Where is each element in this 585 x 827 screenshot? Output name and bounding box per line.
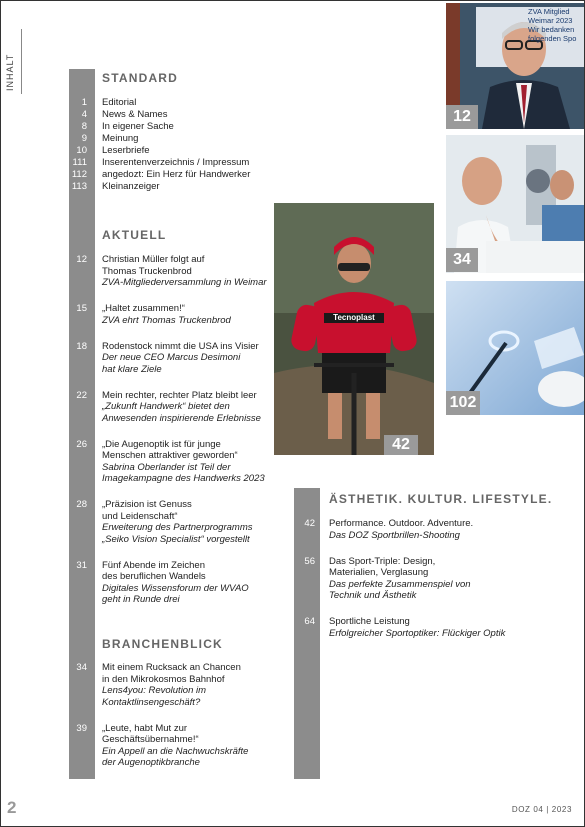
entry-subline: Technik und Ästhetik <box>329 590 417 601</box>
branchenblick-entry[interactable] <box>102 662 241 708</box>
aktuell-entry[interactable] <box>102 390 261 425</box>
standard-page-number: 113 <box>71 181 87 192</box>
aktuell-entry[interactable] <box>102 303 231 326</box>
aktuell-page-number: 28 <box>76 499 87 510</box>
aktuell-page-number: 15 <box>76 303 87 314</box>
magazine-issue: DOZ 04 | 2023 <box>511 805 572 814</box>
entry-subline: Das DOZ Sportbrillen-Shooting <box>329 529 460 541</box>
entry-subline: Erweiterung des Partnerprogramms <box>102 522 253 533</box>
entry-headline: Mein rechter, rechter Platz bleibt leer <box>102 389 257 401</box>
standard-item[interactable]: News & Names <box>102 109 168 120</box>
lifestyle-entry[interactable] <box>329 556 471 602</box>
standard-item[interactable]: Leserbriefe <box>102 145 150 156</box>
section-title-lifestyle: ÄSTHETIK. KULTUR. LIFESTYLE. <box>329 492 553 506</box>
entry-subline: Kontaktlinsengeschäft? <box>102 696 201 708</box>
entry-headline: des beruflichen Wandels <box>102 571 206 582</box>
aktuell-page-number: 31 <box>76 559 87 571</box>
entry-subline: Sabrina Oberlander ist Teil der <box>102 461 231 473</box>
aktuell-entry[interactable] <box>102 439 265 485</box>
lifestyle-entry[interactable] <box>329 616 505 639</box>
branchenblick-page-number: 39 <box>76 722 87 734</box>
entry-headline: Das Sport-Triple: Design, <box>329 555 436 567</box>
lifestyle-page-number: 42 <box>304 518 315 529</box>
entry-subline: der Augenoptikbranche <box>102 757 200 768</box>
entry-headline: „Leute, habt Mut zur <box>102 722 188 734</box>
section-title-branchenblick: BRANCHENBLICK <box>102 637 223 651</box>
entry-headline: Geschäftsübernahme!“ <box>102 734 199 745</box>
photo-cyclist[interactable] <box>274 203 434 455</box>
entry-subline: Der neue CEO Marcus Desimoni <box>102 352 241 363</box>
sign-text: ZVA Mitglied Weimar 2023 Wir bedanken folgenden Spo <box>528 7 577 43</box>
aktuell-entry[interactable] <box>102 341 259 376</box>
photo-contact-lens[interactable] <box>446 281 584 415</box>
standard-page-number: 10 <box>76 145 87 156</box>
entry-headline: Sportliche Leistung <box>329 616 410 627</box>
entry-headline: Christian Müller folgt auf <box>102 254 205 265</box>
entry-subline: Erfolgreicher Sportoptiker: Flückiger Optik <box>329 627 506 639</box>
branchenblick-page-number: 34 <box>76 662 87 673</box>
entry-subline: Imagekampagne des Handwerks 2023 <box>102 473 265 484</box>
lifestyle-entry[interactable] <box>329 518 473 541</box>
aktuell-page-number: 26 <box>76 438 87 450</box>
entry-subline: Ein Appell an die Nachwuchskräfte <box>102 745 249 757</box>
entry-headline: „Haltet zusammen!“ <box>102 303 185 314</box>
entry-headline: Materialien, Verglasung <box>329 567 429 578</box>
entry-subline: Anwesenden inspirierende Erlebnisse <box>102 412 261 424</box>
entry-headline: in den Mikrokosmos Bahnhof <box>102 673 225 685</box>
section-title-aktuell: AKTUELL <box>102 228 167 242</box>
lifestyle-page-number: 64 <box>304 616 315 627</box>
standard-item[interactable]: Editorial <box>102 97 137 108</box>
page-badge-34: 34 <box>446 248 478 272</box>
standard-item[interactable]: Meinung <box>102 133 139 144</box>
entry-headline: und Leidenschaft“ <box>102 510 178 522</box>
page-badge-42: 42 <box>384 435 418 455</box>
entry-subline: geht in Runde drei <box>102 594 180 605</box>
standard-page-number: 9 <box>81 133 87 144</box>
aktuell-page-number: 18 <box>76 340 87 352</box>
section-label-text: INHALT <box>5 53 15 91</box>
entry-subline: ZVA ehrt Thomas Truckenbrod <box>102 314 231 326</box>
standard-page-number: 4 <box>81 109 87 120</box>
right-number-bar <box>294 488 320 779</box>
standard-page-number: 111 <box>72 157 87 168</box>
aktuell-entry[interactable] <box>102 254 267 289</box>
lifestyle-page-number: 56 <box>304 555 315 567</box>
jersey-text: Tecnoplast <box>333 313 375 322</box>
entry-subline: Digitales Wissensforum der WVAO <box>102 582 249 594</box>
section-title-standard: STANDARD <box>102 71 179 85</box>
standard-item[interactable]: Kleinanzeiger <box>102 181 160 192</box>
standard-page-number: 8 <box>81 121 87 132</box>
entry-subline: hat klare Ziele <box>102 363 162 375</box>
entry-subline: „Seiko Vision Specialist“ vorgestellt <box>102 533 250 545</box>
branchenblick-entry[interactable] <box>102 723 248 769</box>
aktuell-entry[interactable] <box>102 499 252 545</box>
divider <box>21 29 22 94</box>
entry-subline: Lens4you: Revolution im <box>102 685 207 696</box>
section-label <box>5 31 21 91</box>
aktuell-page-number: 12 <box>76 254 87 265</box>
aktuell-entry[interactable] <box>102 560 249 606</box>
standard-page-number: 112 <box>71 169 87 180</box>
page-badge-12: 12 <box>446 105 478 129</box>
cyclist-illustration <box>274 203 434 455</box>
entry-subline: Das perfekte Zusammenspiel von <box>329 578 471 590</box>
standard-item[interactable]: In eigener Sache <box>102 121 174 132</box>
standard-page-number: 1 <box>81 97 87 108</box>
entry-headline: Mit einem Rucksack an Chancen <box>102 662 241 673</box>
entry-subline: ZVA-Mitgliederversammlung in Weimar <box>102 277 267 288</box>
entry-headline: Rodenstock nimmt die USA ins Visier <box>102 340 259 352</box>
standard-item[interactable]: angedozt: Ein Herz für Handwerker <box>102 169 251 180</box>
entry-headline: Menschen attraktiver geworden“ <box>102 450 238 461</box>
standard-item[interactable]: Inserentenverzeichnis / Impressum <box>102 157 250 168</box>
entry-headline: „Die Augenoptik ist für junge <box>102 438 221 450</box>
page-badge-102: 102 <box>446 391 480 415</box>
aktuell-page-number: 22 <box>76 389 87 401</box>
entry-headline: Fünf Abende im Zeichen <box>102 559 205 571</box>
photo-optician[interactable] <box>446 135 584 273</box>
page-number: 2 <box>7 798 17 817</box>
entry-subline: „Zukunft Handwerk“ bietet den <box>102 401 230 412</box>
photo-christian-mueller[interactable] <box>446 3 584 129</box>
entry-headline: „Präzision ist Genuss <box>102 499 192 510</box>
entry-headline: Thomas Truckenbrod <box>102 265 192 277</box>
entry-headline: Performance. Outdoor. Adventure. <box>329 518 474 529</box>
